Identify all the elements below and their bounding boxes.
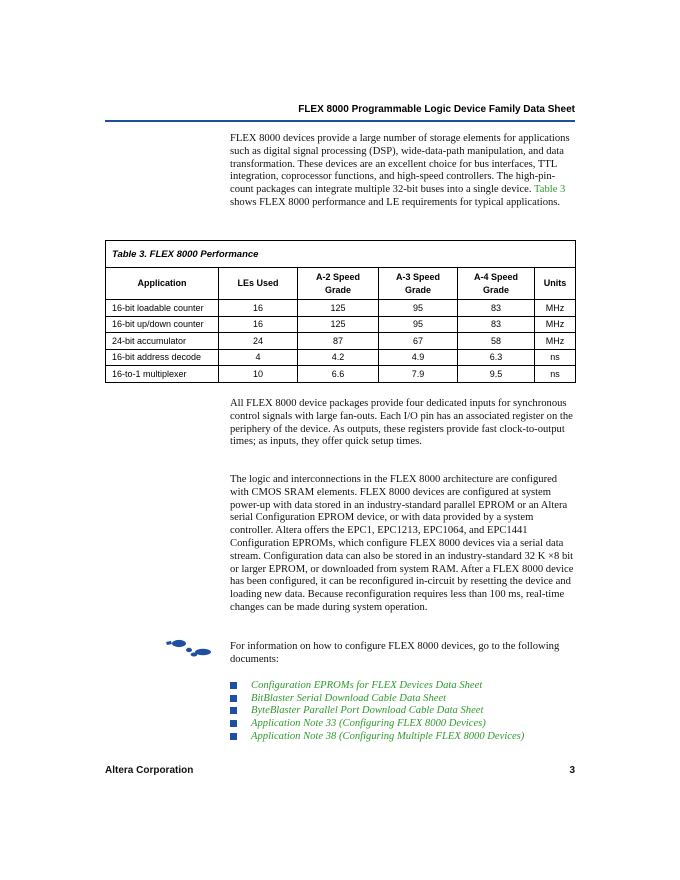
cell-application: 16-bit address decode (106, 349, 219, 366)
cell-units: MHz (535, 300, 576, 317)
document-link[interactable]: BitBlaster Serial Download Cable Data Sheet (251, 692, 447, 704)
table-caption: Table 3. FLEX 8000 Performance (106, 241, 576, 268)
cell-a4: 6.3 (458, 349, 535, 366)
cell-application: 16-to-1 multiplexer (106, 366, 219, 383)
cell-a4: 58 (458, 333, 535, 350)
table-row (106, 316, 576, 333)
col-header-a2: A-2 Speed Grade (298, 268, 379, 300)
list-item (230, 717, 576, 730)
configuration-paragraph: The logic and interconnections in the FLEX 8000 architecture are configured with CMOS SRAM elements. FLEX 8000 devices are configured at system power-up with data stored in an industry-standard parallel EPROM or an Altera serial Configuration EPROM device, or with data provided by a system controller. Altera offers the EPC1, EPC1213, EPC1064, and EPC1441 Configuration EPROMs, which configure FLEX 8000 devices via a serial data stream. Configuration data can also be stored in an industry-standard 32 K ×8 bit or larger EPROM, or downloaded from system RAM. After a FLEX 8000 device has been configured, it can be reconfigured in-circuit by resetting the device and loading new data. Because reconfiguration requires less than 100 ms, real-time changes can be made during system operation. (230, 474, 574, 613)
list-item (230, 730, 576, 743)
cell-les-used: 16 (219, 316, 298, 333)
intro-paragraph (230, 133, 576, 210)
io-paragraph: All FLEX 8000 device packages provide four dedicated inputs for synchronous control signals with large fan-outs. Each I/O pin has an associated register on the periphery of the device. As outputs, these registers provide fast clock-to-output times; as inputs, they offer quick setup times. (230, 398, 573, 448)
cell-units: MHz (535, 316, 576, 333)
footer-company: Altera Corporation (105, 765, 194, 776)
cell-a4: 83 (458, 300, 535, 317)
document-link[interactable]: Configuration EPROMs for FLEX Devices Data Sheet (251, 679, 483, 691)
document-link[interactable]: Application Note 33 (Configuring FLEX 8000 Devices) (251, 718, 486, 730)
cell-a4: 9.5 (458, 366, 535, 383)
cell-a2: 125 (298, 300, 379, 317)
cell-les-used: 24 (219, 333, 298, 350)
page-number: 3 (569, 765, 575, 776)
col-header-units: Units (535, 268, 576, 300)
performance-table (105, 240, 576, 383)
cell-application: 16-bit loadable counter (106, 300, 219, 317)
cell-a3: 4.9 (379, 349, 458, 366)
cell-units: ns (535, 349, 576, 366)
col-header-a4: A-4 Speed Grade (458, 268, 535, 300)
table-row (106, 366, 576, 383)
document-link[interactable]: ByteBlaster Parallel Port Download Cable Data Sheet (251, 705, 484, 717)
intro-text: FLEX 8000 devices provide a large number of storage elements for applications such as digital signal processing (DSP), wide-data-path manipulation, and data transformation. These devices are an excellent choice for bus interfaces, TTL integration, coprocessor functions, and high-speed controllers. The high-pin-count packages can integrate multiple 32-bit buses into a single device. (230, 133, 570, 196)
col-header-a3: A-3 Speed Grade (379, 268, 458, 300)
col-header-les-used: LEs Used (219, 268, 298, 300)
bullet-square-icon (230, 720, 237, 727)
cell-a3: 67 (379, 333, 458, 350)
cell-a2: 6.6 (298, 366, 379, 383)
cell-application: 24-bit accumulator (106, 333, 219, 350)
list-item (230, 705, 576, 718)
cell-les-used: 10 (219, 366, 298, 383)
list-item (230, 679, 576, 692)
cell-units: ns (535, 366, 576, 383)
cell-a3: 7.9 (379, 366, 458, 383)
col-header-application: Application (106, 268, 219, 300)
cell-a3: 95 (379, 300, 458, 317)
running-header: FLEX 8000 Programmable Logic Device Family Data Sheet (298, 104, 575, 115)
cell-units: MHz (535, 333, 576, 350)
table-header-row (106, 268, 576, 300)
bullet-square-icon (230, 733, 237, 740)
cell-les-used: 4 (219, 349, 298, 366)
document-list (230, 679, 576, 743)
pointing-hand-icon (165, 638, 213, 658)
table-3-link[interactable]: Table 3 (534, 184, 566, 196)
bullet-square-icon (230, 682, 237, 689)
document-link[interactable]: Application Note 38 (Configuring Multiple FLEX 8000 Devices) (251, 731, 525, 743)
cell-a2: 4.2 (298, 349, 379, 366)
cell-les-used: 16 (219, 300, 298, 317)
note-text: For information on how to configure FLEX 8000 devices, go to the following documents: (230, 641, 560, 665)
table-row (106, 333, 576, 350)
cell-a4: 83 (458, 316, 535, 333)
bullet-square-icon (230, 707, 237, 714)
bullet-square-icon (230, 695, 237, 702)
table-row (106, 349, 576, 366)
list-item (230, 692, 576, 705)
cell-a3: 95 (379, 316, 458, 333)
cell-a2: 125 (298, 316, 379, 333)
cell-a2: 87 (298, 333, 379, 350)
cell-application: 16-bit up/down counter (106, 316, 219, 333)
table-row (106, 300, 576, 317)
header-rule (105, 120, 575, 122)
intro-text-end: shows FLEX 8000 performance and LE requirements for typical applications. (230, 196, 561, 208)
